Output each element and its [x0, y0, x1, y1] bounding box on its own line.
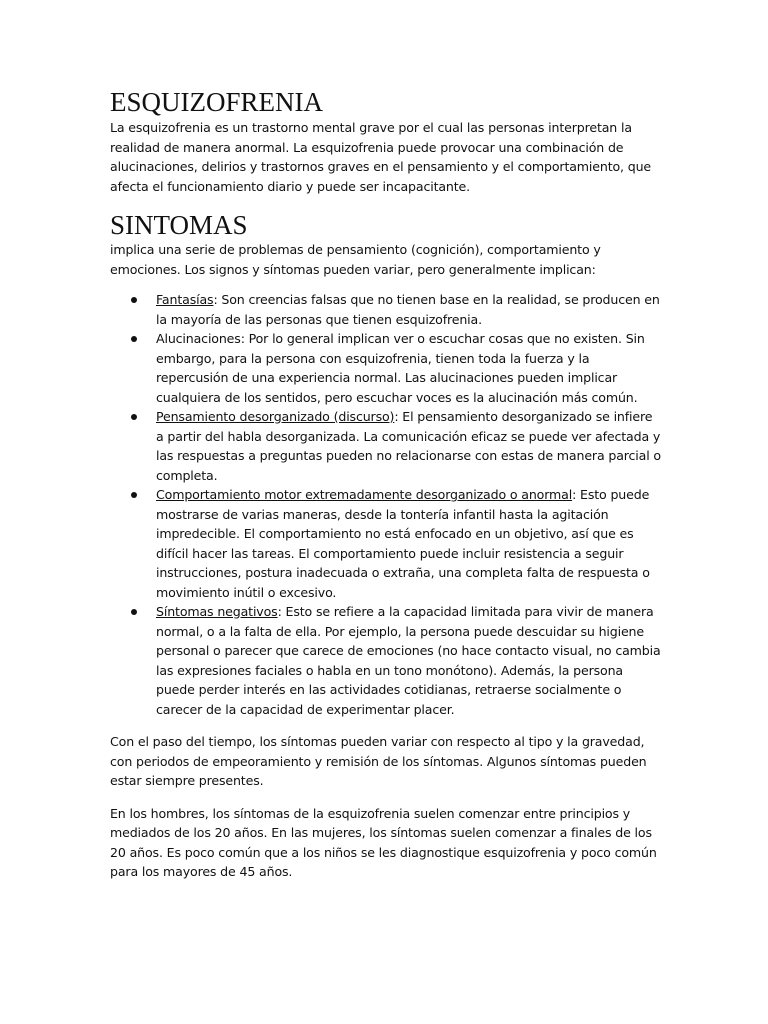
term-separator: : [572, 487, 577, 502]
bullet-icon [131, 336, 137, 342]
bullet-icon [131, 297, 137, 303]
list-item-fantasias [110, 290, 662, 329]
list-item-pensamiento-desorganizado [110, 407, 662, 485]
term-separator: : [394, 409, 399, 424]
heading-esquizofrenia: ESQUIZOFRENIA [110, 87, 323, 117]
term-separator: : [213, 292, 218, 307]
paragraph-symptoms-intro: implica una serie de problemas de pensamiento (cognición), comportamiento y emociones. Los signos y síntomas pueden variar, pero generalmente implican: [110, 242, 601, 277]
symptoms-list [110, 290, 662, 719]
bullet-icon [131, 414, 137, 420]
term-separator: : [277, 604, 282, 619]
bullet-icon [131, 609, 137, 615]
term-separator: : [240, 331, 245, 346]
list-item-alucinaciones [110, 329, 662, 407]
symptom-description: Esto se refiere a la capacidad limitada para vivir de manera normal, o a la falta de ella. Por ejemplo, la persona puede descuidar su higiene personal o parecer que carece de emociones (no hace contacto visual, no cambia las expresiones faciales o habla en un tono monótono). Además, la persona puede perder interés en las actividades cotidianas, retraerse socialmente o carecer de la capacidad de experimentar placer. [156, 604, 661, 717]
symptom-term: Pensamiento desorganizado (discurso) [156, 409, 395, 424]
symptom-description: Por lo general implican ver o escuchar cosas que no existen. Sin embargo, para la persona con esquizofrenia, tienen toda la fuerza y la repercusión de una experiencia normal. Las alucinaciones pueden implicar cualquiera de los sentidos, pero escuchar voces es la alucinación más común. [156, 331, 645, 405]
list-item-sintomas-negativos [110, 602, 662, 719]
symptom-description: Son creencias falsas que no tienen base en la realidad, se producen en la mayoría de las personas que tienen esquizofrenia. [156, 292, 660, 327]
symptom-description: Esto puede mostrarse de varias maneras, desde la tontería infantil hasta la agitación impredecible. El comportamiento no está enfocado en un objetivo, así que es difícil hacer las tareas. El comportamiento puede incluir resistencia a seguir instrucciones, postura inadecuada o extraña, una completa falta de respuesta o movimiento inútil o excesivo. [156, 487, 650, 600]
heading-sintomas: SINTOMAS [110, 210, 248, 240]
symptom-term: Síntomas negativos [156, 604, 278, 619]
list-item-comportamiento-motor [110, 485, 662, 602]
symptom-term: Fantasías [156, 292, 214, 307]
symptom-term: Comportamiento motor extremadamente desorganizado o anormal [156, 487, 573, 502]
paragraph-definition: La esquizofrenia es un trastorno mental grave por el cual las personas interpretan la realidad de manera anormal. La esquizofrenia puede provocar una combinación de alucinaciones, delirios y trastornos graves en el pensamiento y el comportamiento, que afecta el funcionamiento diario y puede ser incapacitante. [110, 120, 652, 194]
paragraph-onset-age: En los hombres, los síntomas de la esquizofrenia suelen comenzar entre principios y mediados de los 20 años. En las mujeres, los síntomas suelen comenzar a finales de los 20 años. Es poco común que a los niños se les diagnostique esquizofrenia y poco común para los mayores de 45 años. [110, 805, 657, 879]
symptom-term: Alucinaciones [156, 331, 241, 346]
paragraph-evolution: Con el paso del tiempo, los síntomas pueden variar con respecto al tipo y la gravedad, con periodos de empeoramiento y remisión de los síntomas. Algunos síntomas pueden estar siempre presentes. [110, 734, 647, 788]
symptom-description: El pensamiento desorganizado se infiere a partir del habla desorganizada. La comunicación eficaz se puede ver afectada y las respuestas a preguntas pueden no relacionarse con estas de manera parcial o completa. [156, 409, 661, 483]
document-page [110, 86, 662, 882]
bullet-icon [131, 492, 137, 498]
